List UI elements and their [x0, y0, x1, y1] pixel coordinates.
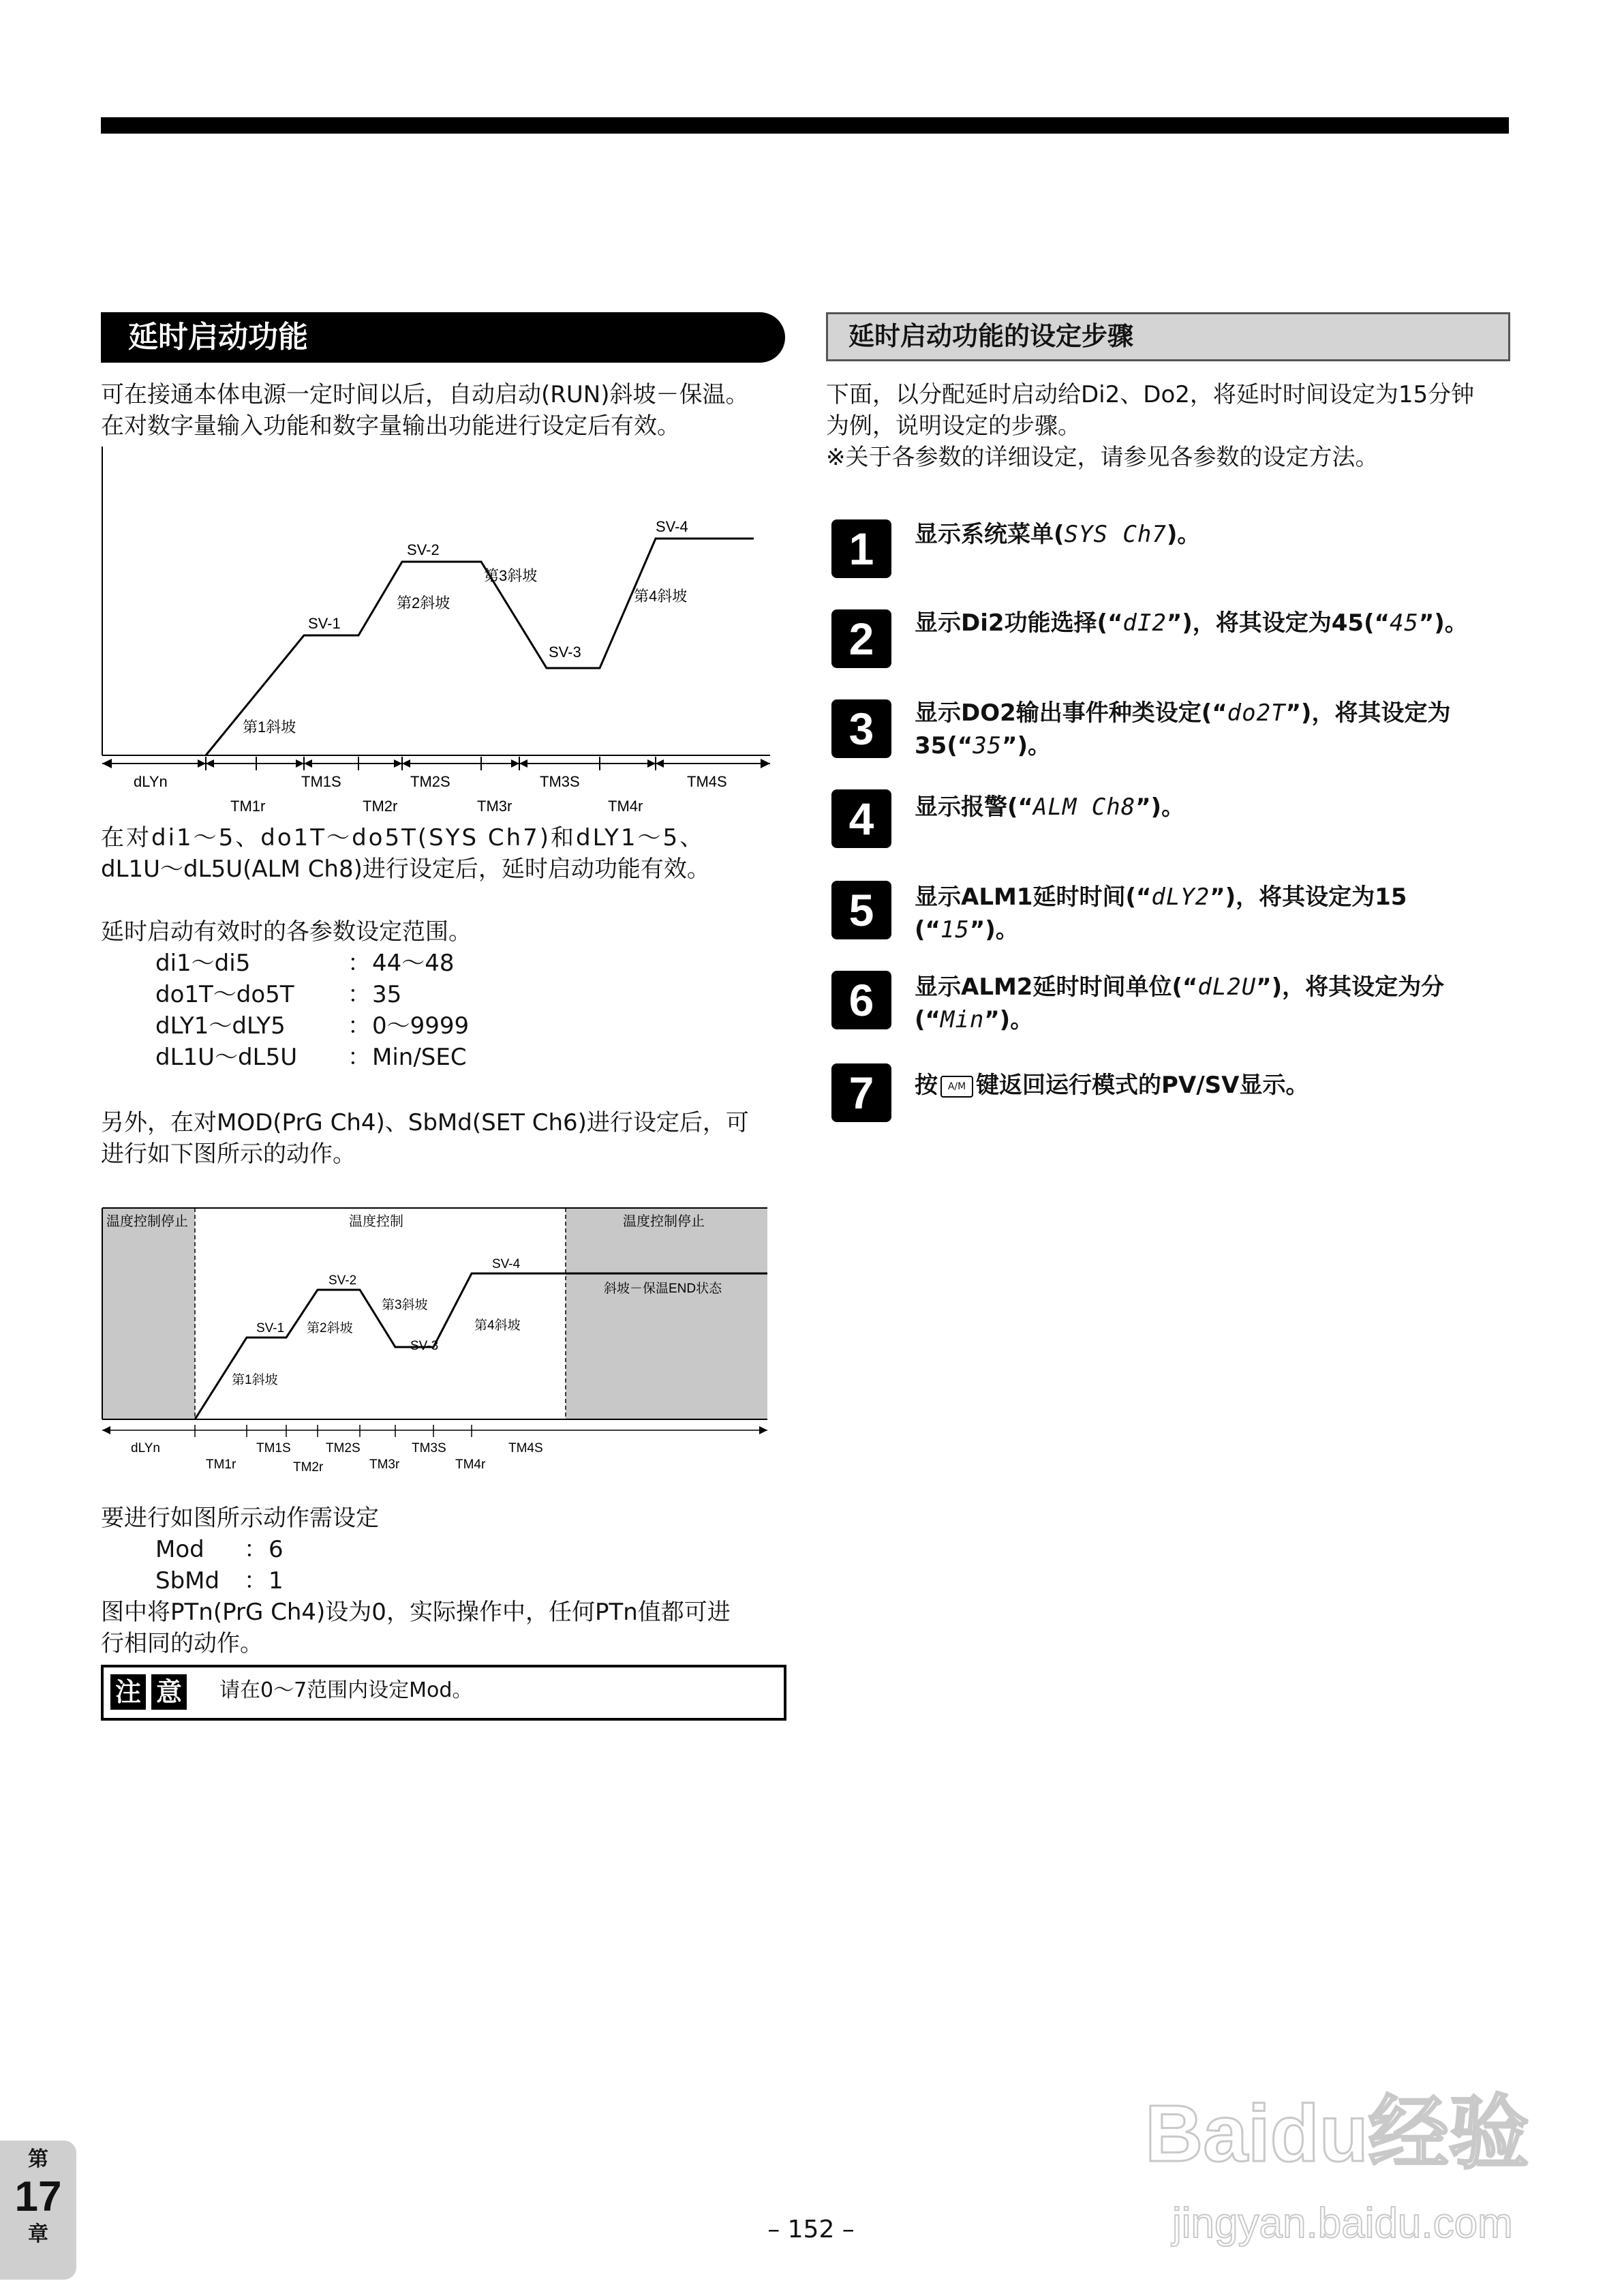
step-line: 显示报警(“ALM Ch8”)。 [915, 794, 1185, 821]
chart1-tm2s: TM2S [410, 773, 450, 790]
segment-display-code: dLY2 [1151, 883, 1210, 911]
chart1-dlyn: dLYn [134, 773, 168, 790]
step-text [915, 1069, 1514, 1102]
step-text [915, 971, 1514, 1036]
chart2-sv4: SV-4 [492, 1257, 521, 1271]
chart1-ramp3: 第3斜坡 [484, 567, 538, 584]
step-text [915, 607, 1514, 639]
chart2-tm1s: TM1S [256, 1441, 291, 1455]
chart2-zone-control: 温度控制 [349, 1214, 403, 1229]
step-text [915, 881, 1514, 946]
chart1-ramp2: 第2斜坡 [397, 594, 450, 611]
chart2-sv3: SV-3 [410, 1339, 439, 1353]
chart1-tm1r: TM1r [230, 798, 266, 815]
step-line: 显示DO2输出事件种类设定(“do2T”)，将其设定为 [915, 699, 1451, 727]
chart2-tm3s: TM3S [412, 1441, 446, 1455]
baidu-watermark [1118, 2059, 1622, 2263]
chart1-tm3s: TM3S [540, 773, 580, 790]
chart1-sv3: SV-3 [549, 644, 581, 661]
step-line: 显示Di2功能选择(“dI2”)，将其设定为45(“45”)。 [915, 609, 1468, 637]
segment-display-code: 35 [973, 732, 1003, 759]
segment-display-code: do2T [1227, 699, 1286, 727]
chart1-tm4s: TM4S [687, 773, 727, 790]
note-tag: 注 [110, 1674, 146, 1710]
step-number: 2 [831, 609, 891, 668]
chart2-ramp3: 第3斜坡 [382, 1298, 428, 1312]
page-number: – 152 – [767, 2216, 855, 2244]
chart2-ramp2: 第2斜坡 [307, 1321, 353, 1335]
delay-start-diagram [95, 443, 797, 825]
chart1-sv1: SV-1 [308, 615, 341, 632]
chart1-sv2: SV-2 [407, 541, 440, 558]
section-title-delay-start: 延时启动功能 [101, 312, 785, 363]
chart2-dlyn: dLYn [131, 1441, 160, 1455]
step-line: 显示ALM2延时时间单位(“dL2U”)，将其设定为分 [915, 973, 1445, 1001]
chart1-tm1s: TM1S [301, 773, 341, 790]
chart2-tm1r: TM1r [206, 1457, 236, 1472]
chart2-tm2r: TM2r [293, 1460, 324, 1475]
chapter-tab: 第 17 章 [0, 2141, 76, 2280]
note-box [101, 1665, 786, 1721]
section-title-setup-steps: 延时启动功能的设定步骤 [826, 312, 1510, 361]
header-rule [101, 117, 1509, 134]
step-number: 6 [831, 971, 891, 1029]
segment-display-code: ALM Ch8 [1032, 794, 1136, 821]
chart2-sv2: SV-2 [328, 1273, 357, 1288]
chart1-tm2r: TM2r [363, 798, 398, 815]
step-text [915, 791, 1514, 824]
note-tag: 意 [151, 1674, 187, 1710]
segment-display-code: dL2U [1197, 973, 1257, 1001]
chart2-ramp1: 第1斜坡 [232, 1373, 278, 1387]
note-text: 请在0～7范围内设定Mod。 [219, 1678, 473, 1702]
left-para1: 在对di1～5、do1T～do5T(SYS Ch7)和dLY1～5、 dL1U～dL5U(ALM Ch8)进行设定后，延时启动功能有效。 [101, 824, 710, 883]
chart2-sv1: SV-1 [256, 1321, 285, 1335]
segment-display-code: 15 [940, 916, 970, 943]
chart1-ramp1: 第1斜坡 [243, 719, 296, 736]
mod-operation-diagram [95, 1200, 797, 1486]
step-line: 显示系统菜单(SYS Ch7)。 [915, 521, 1201, 548]
step-text [915, 697, 1514, 762]
watermark-url: jingyan.baidu.com [1172, 2200, 1513, 2247]
step-number: 3 [831, 699, 891, 758]
step-line: 按 A/M 键返回运行模式的PV/SV显示。 [915, 1072, 1309, 1099]
step-number: 4 [831, 789, 891, 848]
watermark-brand: Baidu经验 [1145, 2089, 1529, 2179]
left-para2: 另外，在对MOD(PrG Ch4)、SbMd(SET Ch6)进行设定后，可 进行如下图所示的动作。 [101, 1109, 749, 1168]
chart1-tm4r: TM4r [608, 798, 643, 815]
range-title: 延时启动有效时的各参数设定范围。 [101, 918, 472, 946]
chart2-zone-stop-right: 温度控制停止 [623, 1214, 705, 1229]
left-intro: 可在接通本体电源一定时间以后，自动启动(RUN)斜坡－保温。 在对数字量输入功能和数字量输出功能进行设定后有效。 [101, 381, 749, 440]
chart1-sv4: SV-4 [656, 518, 688, 535]
step-line: 35(“35”)。 [915, 732, 1052, 759]
step-line: 显示ALM1延时时间(“dLY2”)，将其设定为15 (“15”)。 [915, 883, 1407, 943]
step-text [915, 518, 1514, 551]
chart2-tm4r: TM4r [455, 1457, 486, 1472]
chart2-end-state: 斜坡－保温END状态 [604, 1282, 722, 1296]
req-title: 要进行如图所示动作需设定 [101, 1505, 379, 1532]
chart1-tm3r: TM3r [477, 798, 512, 815]
chart2-ramp4: 第4斜坡 [474, 1318, 521, 1333]
segment-display-code: 45 [1389, 609, 1419, 637]
step-number: 1 [831, 519, 891, 578]
step-line: (“Min”)。 [915, 1006, 1034, 1033]
am-key-icon: A/M [940, 1076, 973, 1098]
chart2-tm4s: TM4S [508, 1441, 543, 1455]
segment-display-code: SYS Ch7 [1064, 521, 1167, 548]
step-number: 5 [831, 881, 891, 939]
step-number: 7 [831, 1063, 891, 1122]
segment-display-code: dI2 [1122, 609, 1167, 637]
chart2-tm3r: TM3r [369, 1457, 400, 1472]
segment-display-code: Min [940, 1006, 985, 1033]
chart2-tm2s: TM2S [326, 1441, 361, 1455]
left-para3: 图中将PTn(PrG Ch4)设为0，实际操作中，任何PTn值都可进 行相同的动作。 [101, 1599, 731, 1657]
chart2-zone-stop-left: 温度控制停止 [106, 1214, 188, 1229]
chart1-ramp4: 第4斜坡 [634, 588, 688, 605]
right-intro: 下面，以分配延时启动给Di2、Do2，将延时时间设定为15分钟 为例，说明设定的步骤。 ※关于各参数的详细设定，请参见各参数的设定方法。 [826, 381, 1475, 471]
